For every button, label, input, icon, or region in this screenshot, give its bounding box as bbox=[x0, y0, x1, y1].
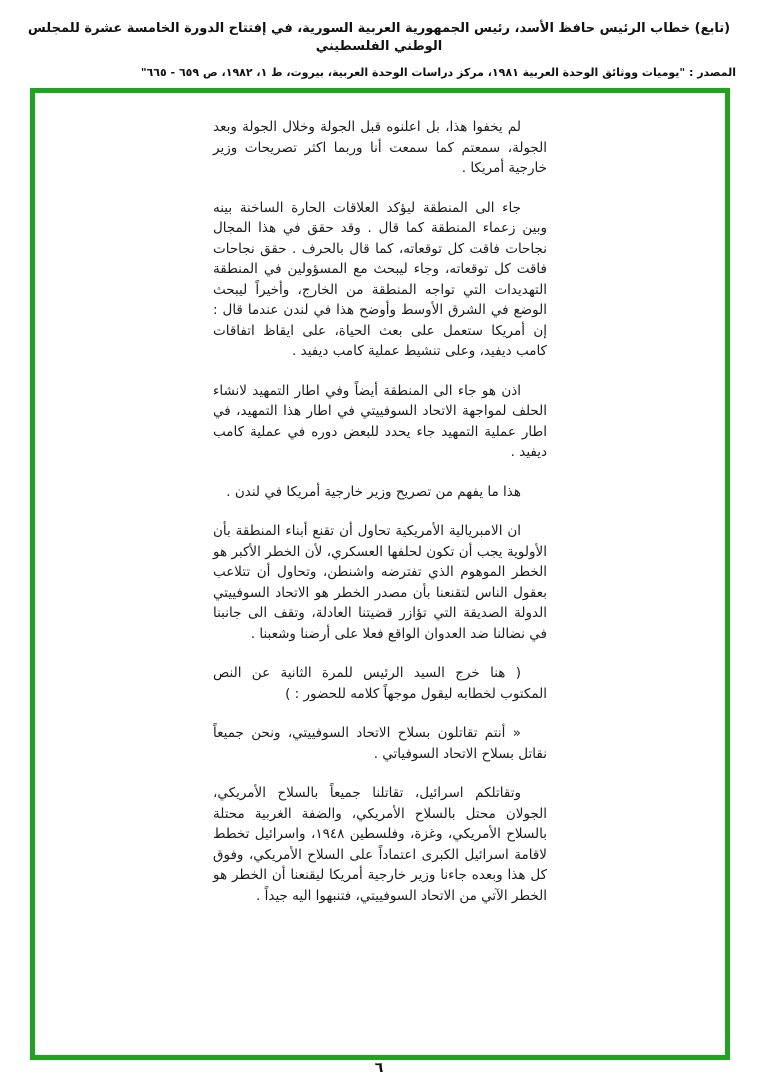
speech-paragraph: لم يخفوا هذا، بل اعلنوه قبل الجولة وخلال الجولة وبعد الجولة، سمعتم كما سمعت أنا وربما اكثر تصريحات وزير خارجية أمريكا . bbox=[213, 119, 547, 176]
speech-text-column bbox=[213, 117, 547, 906]
document-header bbox=[14, 20, 744, 80]
speech-paragraph: وتقاتلكم اسرائيل، تقاتلنا جميعاً بالسلاح الأمريكي، الجولان محتل بالسلاح الأمريكي، والضفة الغربية محتلة بالسلاح الأمريكي، وغزة، وفلسطين ١٩٤٨، واسرائيل تخطط لاقامة اسرائيل الكبرى اعتماداً على السلاح الأمريكي، وفوق كل هذا وبعده جاءنا وزير خارجية أمريكا ليقنعنا أن الخطر هو الخطر الآتي من الاتحاد السوفييتي، فتنبهوا اليه جيداً . bbox=[213, 785, 547, 904]
document-source-citation: المصدر : "يوميات ووثائق الوحدة العربية ١٩٨١، مركز دراسات الوحدة العربية، بيروت، ط ١، ١٩٨٢، ص ٦٥٩ - ٦٦٥" bbox=[140, 66, 736, 79]
speech-paragraph: ان الامبريالية الأمريكية تحاول أن تقنع أبناء المنطقة بأن الأولوية يجب أن تكون لحلفها العسكري، لأن الخطر الأكبر هو الخطر الموهوم الذي تفترضه واشنطن، وتحاول أن تتلاعب بعقول الناس لتقنعنا بأن مصدر الخطر هو الاتحاد السوفييتي الدولة الصديقة التي تؤازر قضيتنا العادلة، وتقف الى جانبنا في نضالنا ضد العدوان الواقع فعلا على أرضنا وشعبنا . bbox=[213, 523, 547, 642]
speech-paragraph: جاء الى المنطقة ليؤكد العلاقات الحارة الساخنة بينه وبين زعماء المنطقة كما قال . وقد حقق في هذا المجال نجاحات فاقت كل توقعاته، كما قال بالحرف . حقق نجاحات فاقت كل توقعاته، وجاء ليبحث مع المسؤولين في المنطقة التهديدات التي تواجه المنطقة من الخارج، وأخيراً ليبحث الوضع في الشرق الأوسط وأوضح هذا في لندن عندما قال : إن أمريكا ستعمل على بعث الحياة، على ايقاظ اتفاقات كامب ديفيد، وعلى تنشيط عملية كامب ديفيد . bbox=[213, 199, 547, 359]
speech-aside-paragraph: ( هنا خرج السيد الرئيس للمرة الثانية عن النص المكتوب لخطابه ليقول موجهاً كلامه للحضور : ) bbox=[213, 665, 547, 702]
speech-quote-paragraph: « أنتم تقاتلون بسلاح الاتحاد السوفييتي، ونحن جميعاً نقاتل بسلاح الاتحاد السوفياتي . bbox=[213, 725, 547, 762]
document-title: (تابع) خطاب الرئيس حافظ الأسد، رئيس الجمهورية العربية السورية، في إفتتاح الدورة الخامسة عشرة للمجلس الوطني الفلسطيني bbox=[27, 21, 731, 54]
content-border-box bbox=[30, 88, 730, 1060]
speech-paragraph: اذن هو جاء الى المنطقة أيضاً وفي اطار التمهيد لانشاء الحلف لمواجهة الاتحاد السوفييتي في اطار هذا التمهيد، في اطار عملية التمهيد جاء يحدد للبعض دوره في عملية كامب ديفيد . bbox=[213, 382, 547, 460]
speech-paragraph: هذا ما يفهم من تصريح وزير خارجية أمريكا في لندن . bbox=[226, 483, 521, 500]
page-number: ٦ bbox=[374, 1060, 384, 1076]
